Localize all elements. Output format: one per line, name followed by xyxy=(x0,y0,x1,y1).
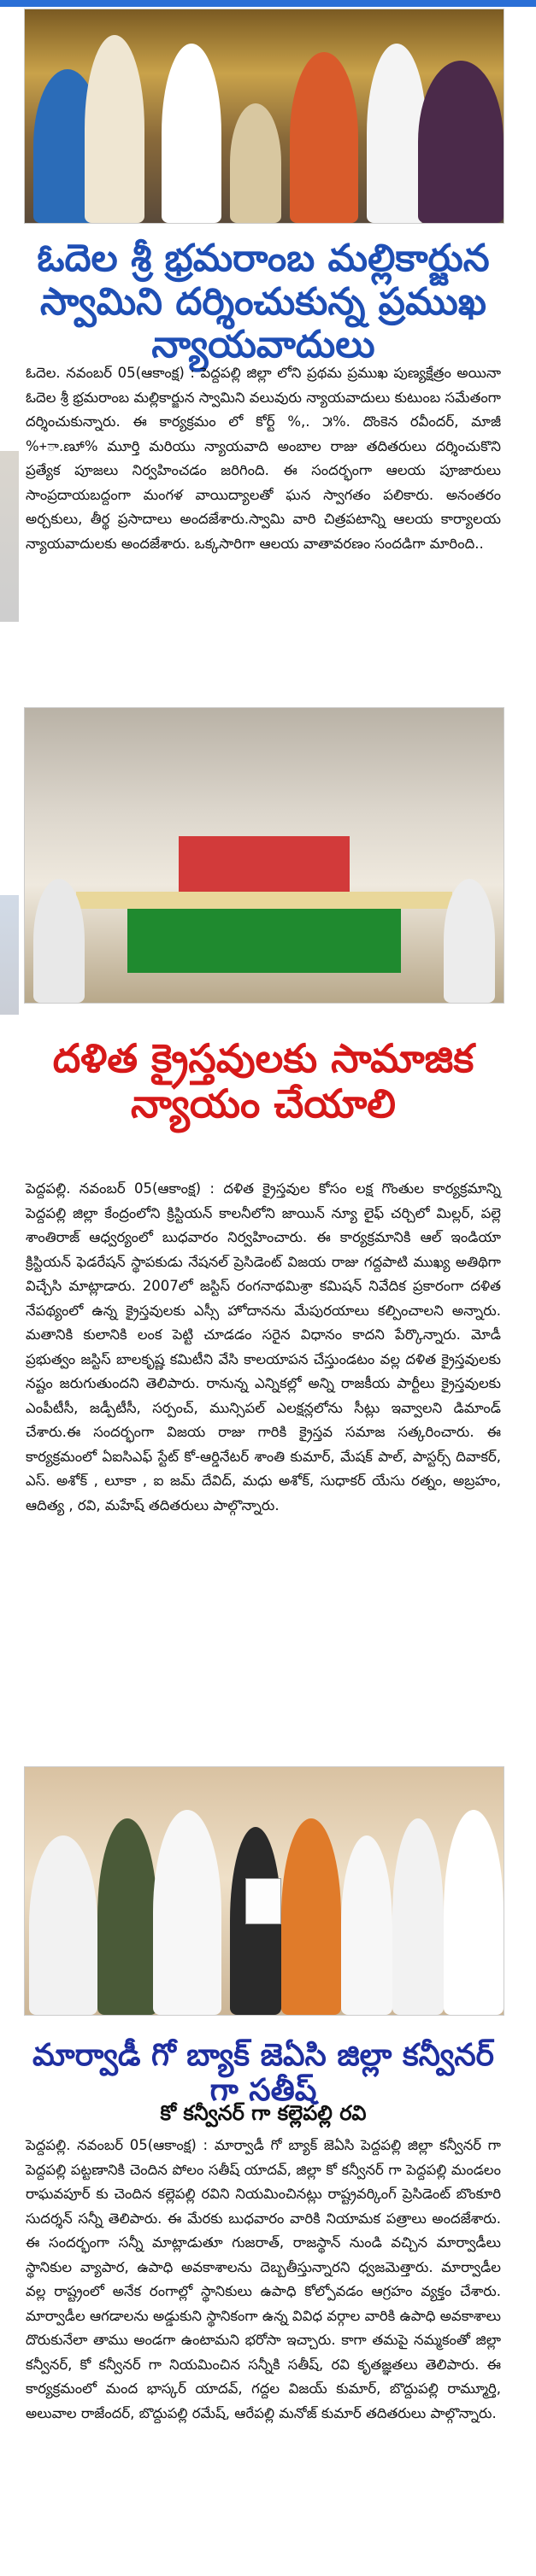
article-1-photo xyxy=(24,9,504,224)
left-neighbour-column xyxy=(0,451,19,622)
newspaper-page xyxy=(0,7,536,2576)
article-3-body: పెద్దపల్లి. నవంబర్ 05(ఆకాంక్ష) : మార్వాడీ గో బ్యాక్ జెఏసి పెద్దపల్లి జిల్లా కన్వీనర్ గా పెద్దపల్లి పట్టణానికి చెందిన పోలం సతీష్ యాదవ్, జిల్లా కో కన్వీనర్ గా పెద్దపల్లి మండలం రాఘవపూర్ కు చెందిన కల్లెపల్లి రవిని నియమించినట్లు రాష్ట్రవర్కింగ్ ప్రెసిడెంట్ బొంకూరి సుదర్శన్ సన్నీ తెలిపారు. ఈ మేరకు బుధవారం వారికి నియామక పత్రాలు అందజేశారు. ఈ సందర్భంగా సన్నీ మాట్లాడుతూ గుజరాత్, రాజస్థాన్ నుండి వచ్చిన మార్వాడీలు స్థానికుల వ్యాపార, ఉపాధి అవకాశాలను దెబ్బతీస్తున్నారని ధ్వజమెత్తారు. మార్వాడీల వల్ల రాష్ట్రంలో అనేక రంగాల్లో స్థానికులు ఉపాధి కోల్పోవడం ఆగ్రహం వ్యక్తం చేశారు. మార్వాడీల ఆగడాలను అడ్డుకుని స్థానికంగా ఉన్న వివిధ వర్గాల వారికి ఉపాధి అవకాశాలు దొరుకునేలా తాము అండగా ఉంటామని భరోసా ఇచ్చారు. కాగా తమపై నమ్మకంతో జిల్లా కన్వీనర్, కో కన్వీనర్ గా నియమించిన సన్నీకి సతీష్, రవి కృతజ్ఞతలు తెలిపారు. ఈ కార్యక్రమంలో మంద భాస్కర్ యాదవ్, గద్దల విజయ్ కుమార్, బొద్దుపల్లి రామ్మూర్తి, అలువాల రాజేందర్, బొద్దుపల్లి రమేష్, ఆరేపల్లి మనోజ్ కుమార్ తదితరులు పాల్గొన్నారు. xyxy=(26,2137,502,2421)
article-2-photo xyxy=(24,707,504,1004)
left-neighbour-column-2 xyxy=(0,895,19,1015)
article-3-headline: మార్వాడీ గో బ్యాక్ జెఏసి జిల్లా కన్వీనర్ గా సతీష్ xyxy=(32,2037,495,2109)
article-2-headline: దళిత క్రైస్తవులకు సామాజిక న్యాయం చేయాలి xyxy=(52,1035,474,1127)
article-2-body: పెద్దపల్లి. నవంబర్ 05(ఆకాంక్ష) : దళిత క్రైస్తవుల కోసం లక్ష గొంతుల కార్యక్రమాన్ని పెద్దపల్లి జిల్లా కేంద్రంలోని క్రిస్టియన్ కాలనీలోని జాయిన్ న్యూ లైఫ్ చర్చిలో మిల్లర్, పల్లె శాంతిరాజ్ ఆధ్వర్యంలో బుధవారం నిర్వహించారు. ఈ కార్యక్రమానికి ఆల్ ఇండియా క్రిస్టియన్ ఫెడరేషన్ స్థాపకుడు నేషనల్ ప్రెసిడెంట్ విజయ రాజు గద్దపాటి ముఖ్య అతిథిగా విచ్చేసి మాట్లాడారు. 2007లో జస్టిస్ రంగనాథమిశ్రా కమిషన్ నివేదిక ప్రకారంగా దళిత నేపథ్యంలో ఉన్న క్రైస్తవులకు ఎస్సీ హోదానను మేపురయాలు కల్పించాలని అన్నారు. మతానికి కులానికి లంక పెట్టి చూడడం సరైన విధానం కాదని పేర్కొన్నారు. మోడీ ప్రభుత్వం జస్టిస్ బాలకృష్ణ కమిటీని వేసి కాలయాపన చేస్తుండటం వల్ల దళిత క్రైస్తవులకు నష్టం జరుగుతుందని తెలిపారు. రానున్న ఎన్నికల్లో అన్ని రాజకీయ పార్టీలు క్రైస్తవులకు ఎంపీటీసీ, జడ్పీటీసీ, సర్పంచ్, మున్సిపల్ ఎలక్షన్లలోను సీట్లు ఇవ్వాలని డిమాండ్ చేశారు.ఈ సందర్భంగా విజయ రాజు గారికి క్రైస్తవ సమాజ సత్కరించారు. ఈ కార్యక్రమంలో ఏఐసిఎఫ్ స్టేట్ కో-ఆర్డినేటర్ శాంతి కుమార్, మేషక్ పాల్, పాస్టర్స్ దివాకర్, ఎస్. అశోక్ , లూకా , ఐ జమ్ దేవిద్, మధు అశోక్, సుధాకర్ యేసు రత్నం, అబ్రహం, ఆదిత్య , రవి, మహేష్ తదితరులు పాల్గొన్నారు. xyxy=(26,1180,501,1513)
article-3-photo xyxy=(24,1766,504,2016)
article-3-subheadline: కో కన్వీనర్ గా కల్లెపల్లి రవి xyxy=(160,2101,367,2125)
article-1-body: ఓదెల. నవంబర్ 05(ఆకాంక్ష) : పెద్దపల్లి జిల్లా లోని ప్రథమ ప్రముఖ పుణ్యక్షేత్రం అయినా ఓదెల శ్రీ భ్రమరాంబ మల్లికార్జున స్వామిని వలువురు న్యాయవాదులు కుటుంబ సమేతంగా దర్శించుకున్నారు. ఈ కార్యక్రమం లో కోర్ట్ %,. ౫%. దొంకెన రవీందర్, మాజీ %+ా.ణూౕ% మూర్తి మరియు న్యాయవాది అంబాల రాజు తదితరులు దర్శించుకొని ప్రత్యేక పూజలు నిర్వహించడం జరిగింది. ఈ సందర్భంగా ఆలయ పూజారులు సాంప్రదాయబద్దంగా మంగళ వాయిద్యాలతో ఘన స్వాగతం పలికారు. అనంతరం అర్చకులు, తీర్థ ప్రసాదాలు అందజేశారు.స్వామి వారి చిత్రపటాన్ని ఆలయ కార్యాలయ న్యాయవాదులకు అందజేశారు. ఒక్కసారిగా ఆలయ వాతావరణం సందడిగా మారింది.. xyxy=(26,365,501,552)
top-accent-bar xyxy=(0,0,536,7)
article-1-headline: ఓదెల శ్రీ భ్రమరాంబ మల్లికార్జున స్వామిని దర్శించుకున్న ప్రముఖ న్యాయవాదులు xyxy=(37,237,490,367)
